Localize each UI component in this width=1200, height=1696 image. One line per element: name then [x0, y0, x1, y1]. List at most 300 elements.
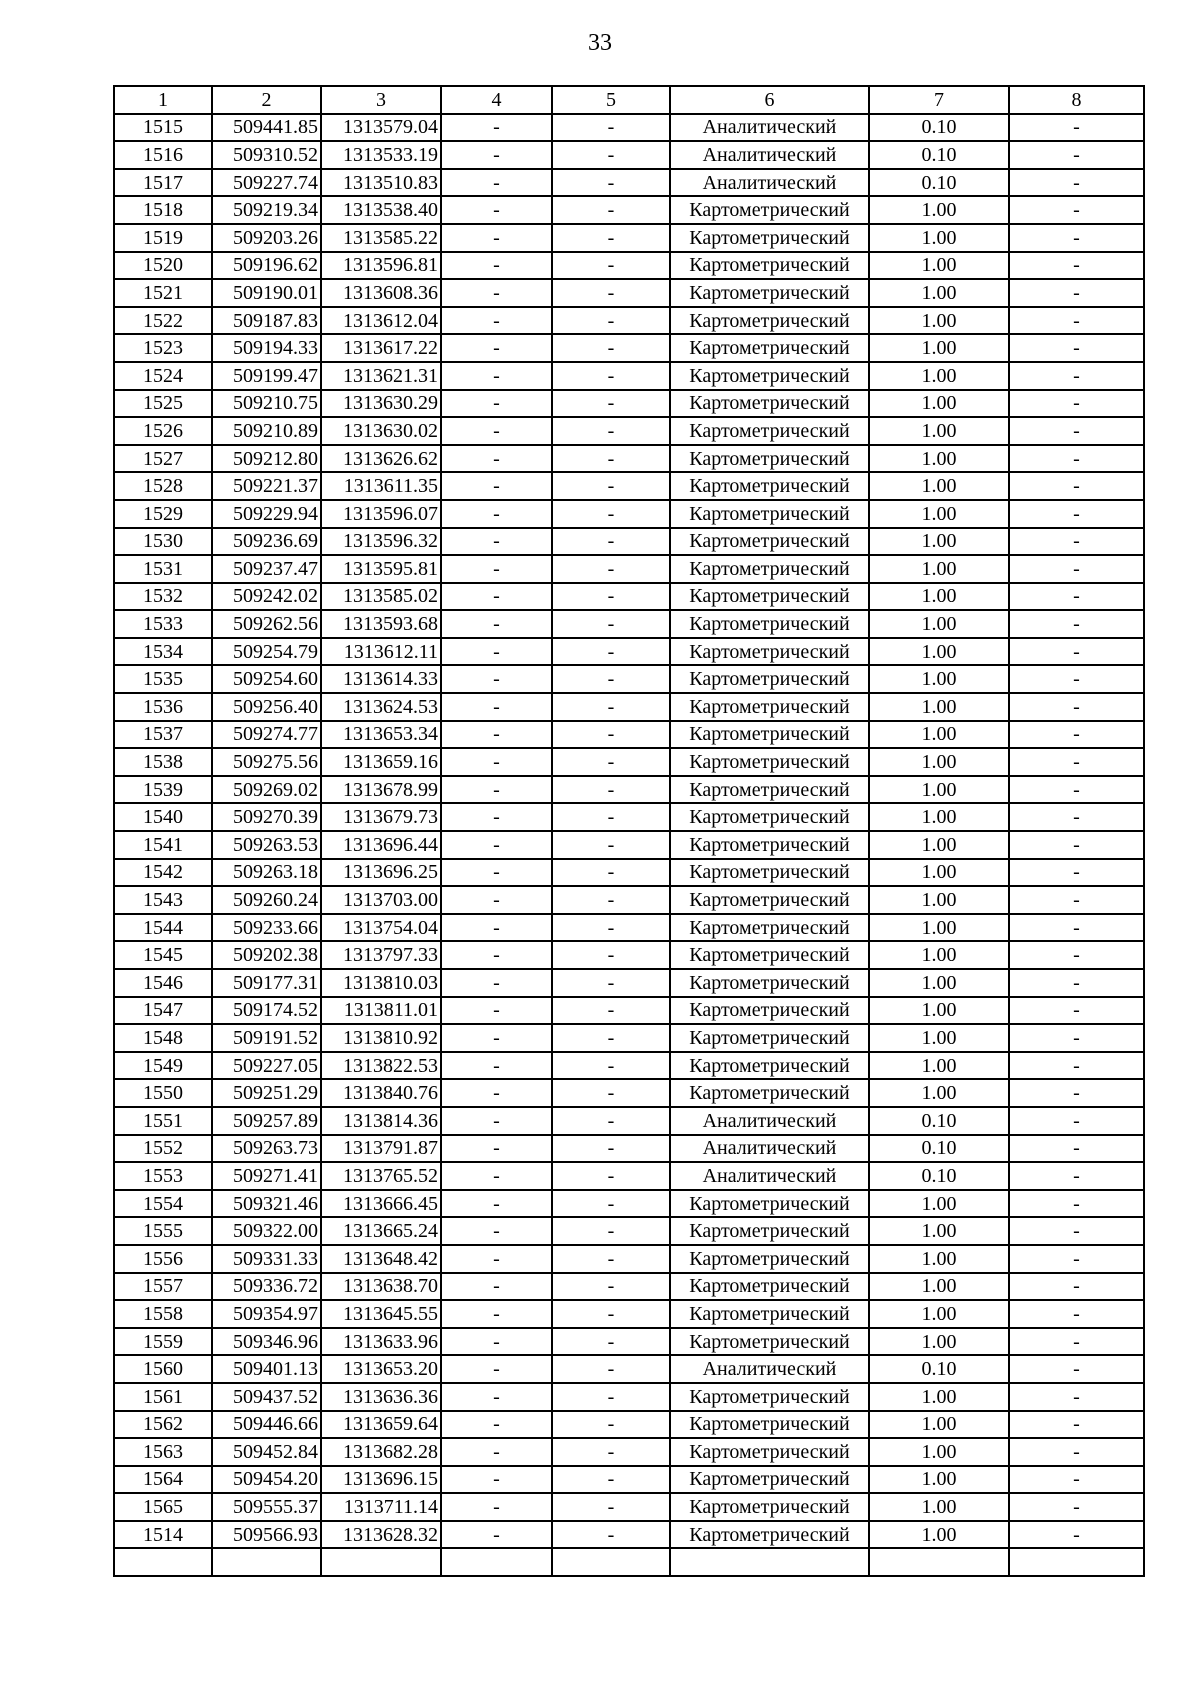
table-cell: - [441, 859, 552, 887]
table-cell: 0.10 [869, 1135, 1009, 1163]
table-cell: - [441, 693, 552, 721]
table-row [114, 941, 1144, 969]
table-cell: 1313653.20 [321, 1355, 441, 1383]
table-cell: 1535 [114, 665, 212, 693]
table-cell: - [552, 1411, 670, 1439]
table-cell: 509251.29 [212, 1079, 321, 1107]
table-cell: 509566.93 [212, 1521, 321, 1549]
table-cell: 509263.53 [212, 831, 321, 859]
table-cell: Картометрический [670, 748, 869, 776]
table-cell: 1546 [114, 969, 212, 997]
table-cell: Картометрический [670, 1383, 869, 1411]
table-cell: - [1009, 859, 1144, 887]
table-row [114, 500, 1144, 528]
table-cell: - [441, 1217, 552, 1245]
table-cell: 509221.37 [212, 472, 321, 500]
table-cell: 1313624.53 [321, 693, 441, 721]
table-row [114, 693, 1144, 721]
table-cell: 1313648.42 [321, 1245, 441, 1273]
table-cell: Картометрический [670, 1024, 869, 1052]
table-cell: Картометрический [670, 583, 869, 611]
table-cell: 1313612.11 [321, 638, 441, 666]
table-cell: - [552, 1466, 670, 1494]
table-cell: - [441, 445, 552, 473]
table-cell: Аналитический [670, 141, 869, 169]
table-cell: - [552, 969, 670, 997]
table-row [114, 1052, 1144, 1080]
coordinates-table [113, 85, 1145, 1577]
table-cell: 1538 [114, 748, 212, 776]
table-cell: 509260.24 [212, 886, 321, 914]
table-cell: 1.00 [869, 1190, 1009, 1218]
table-cell: 509263.18 [212, 859, 321, 887]
table-cell: 1.00 [869, 1328, 1009, 1356]
table-row [114, 665, 1144, 693]
column-header: 8 [1009, 86, 1144, 114]
table-cell: 1542 [114, 859, 212, 887]
table-cell: - [1009, 555, 1144, 583]
table-cell: 1519 [114, 224, 212, 252]
table-cell: - [552, 776, 670, 804]
table-cell: - [1009, 1355, 1144, 1383]
table-cell: 509354.97 [212, 1300, 321, 1328]
table-cell: - [441, 1273, 552, 1301]
table-cell: 1522 [114, 307, 212, 335]
table-cell: 509196.62 [212, 252, 321, 280]
table-cell: - [552, 1300, 670, 1328]
table-cell: 1313630.29 [321, 390, 441, 418]
table-row [114, 1328, 1144, 1356]
table-cell: 1525 [114, 390, 212, 418]
table-cell: Картометрический [670, 445, 869, 473]
table-row [114, 1355, 1144, 1383]
table-cell: - [1009, 114, 1144, 142]
table-cell: 1.00 [869, 1079, 1009, 1107]
table-cell: 1.00 [869, 196, 1009, 224]
table-cell: 1560 [114, 1355, 212, 1383]
table-cell: - [552, 1079, 670, 1107]
table-cell: 1.00 [869, 500, 1009, 528]
table-cell [114, 1548, 212, 1576]
table-cell: Картометрический [670, 362, 869, 390]
table-cell: 1528 [114, 472, 212, 500]
table-row [114, 362, 1144, 390]
table-cell: - [441, 748, 552, 776]
table-cell: - [441, 169, 552, 197]
table-cell: Картометрический [670, 997, 869, 1025]
table-cell: 509275.56 [212, 748, 321, 776]
table-cell: Картометрический [670, 334, 869, 362]
table-cell: 1523 [114, 334, 212, 362]
table-row [114, 1190, 1144, 1218]
table-cell: - [552, 224, 670, 252]
table-cell: 1313614.33 [321, 665, 441, 693]
column-header: 7 [869, 86, 1009, 114]
table-cell: Картометрический [670, 555, 869, 583]
table-cell: 1541 [114, 831, 212, 859]
table-cell: 509555.37 [212, 1493, 321, 1521]
page-number: 33 [588, 30, 612, 56]
table-cell: - [552, 390, 670, 418]
table-cell: 1526 [114, 417, 212, 445]
table-cell: - [441, 1466, 552, 1494]
table-cell: 1543 [114, 886, 212, 914]
table-cell: 1.00 [869, 610, 1009, 638]
table-cell: 1.00 [869, 859, 1009, 887]
table-row [114, 859, 1144, 887]
table-cell: 1313653.34 [321, 721, 441, 749]
table-cell: Картометрический [670, 1300, 869, 1328]
table-cell: 1313811.01 [321, 997, 441, 1025]
table-cell: - [552, 610, 670, 638]
table-row [114, 1411, 1144, 1439]
table-cell: - [1009, 1135, 1144, 1163]
table-cell: Картометрический [670, 500, 869, 528]
table-row [114, 1273, 1144, 1301]
table-cell: 1313659.16 [321, 748, 441, 776]
table-cell: - [552, 417, 670, 445]
table-cell: 1313679.73 [321, 803, 441, 831]
table-cell: - [441, 252, 552, 280]
table-cell: - [441, 1521, 552, 1549]
table-cell: 1.00 [869, 969, 1009, 997]
table-cell: 1.00 [869, 1024, 1009, 1052]
table-row [114, 748, 1144, 776]
table-cell: Картометрический [670, 1079, 869, 1107]
table-cell: - [441, 1383, 552, 1411]
table-cell: - [552, 555, 670, 583]
table-row [114, 1079, 1144, 1107]
table-cell: - [552, 693, 670, 721]
table-cell: - [441, 610, 552, 638]
table-cell: - [1009, 1079, 1144, 1107]
table-row [114, 334, 1144, 362]
table-cell: - [441, 638, 552, 666]
table-cell: 1521 [114, 279, 212, 307]
table-cell: Картометрический [670, 224, 869, 252]
table-cell: 1520 [114, 252, 212, 280]
table-cell: - [1009, 610, 1144, 638]
table-cell [1009, 1548, 1144, 1576]
table-cell: 509210.75 [212, 390, 321, 418]
table-cell: - [441, 1190, 552, 1218]
table-cell [321, 1548, 441, 1576]
table-cell: - [1009, 472, 1144, 500]
table-cell: 1313595.81 [321, 555, 441, 583]
table-cell: - [1009, 1411, 1144, 1439]
table-cell: 1529 [114, 500, 212, 528]
table-row [114, 141, 1144, 169]
table-cell: 1313626.62 [321, 445, 441, 473]
table-cell: 1559 [114, 1328, 212, 1356]
table-cell: - [441, 472, 552, 500]
table-cell: 1313765.52 [321, 1162, 441, 1190]
table-cell: 509321.46 [212, 1190, 321, 1218]
table-cell: 1554 [114, 1190, 212, 1218]
table-row [114, 721, 1144, 749]
table-cell: 1313608.36 [321, 279, 441, 307]
column-header: 2 [212, 86, 321, 114]
table-cell: 1532 [114, 583, 212, 611]
table-cell: 1313630.02 [321, 417, 441, 445]
table-cell: 1.00 [869, 445, 1009, 473]
table-cell: 1313638.70 [321, 1273, 441, 1301]
table-cell: 1518 [114, 196, 212, 224]
table-cell: 1537 [114, 721, 212, 749]
table-cell: - [552, 1135, 670, 1163]
table-cell: Картометрический [670, 1190, 869, 1218]
table-cell: 1313703.00 [321, 886, 441, 914]
table-cell: Аналитический [670, 1355, 869, 1383]
table-cell: 509310.52 [212, 141, 321, 169]
table-cell: - [552, 748, 670, 776]
table-cell: 1527 [114, 445, 212, 473]
table-cell: - [1009, 997, 1144, 1025]
table-cell: - [552, 1024, 670, 1052]
table-cell [552, 1548, 670, 1576]
table-cell: 1.00 [869, 1052, 1009, 1080]
table-cell: Аналитический [670, 1162, 869, 1190]
table-row [114, 1438, 1144, 1466]
table-cell: Картометрический [670, 472, 869, 500]
table-row [114, 1217, 1144, 1245]
table-row [114, 472, 1144, 500]
table-cell: 509219.34 [212, 196, 321, 224]
table-cell: 1514 [114, 1521, 212, 1549]
table-row [114, 390, 1144, 418]
table-cell: - [1009, 445, 1144, 473]
table-cell: 509190.01 [212, 279, 321, 307]
table-cell: - [1009, 914, 1144, 942]
table-cell: 1.00 [869, 1493, 1009, 1521]
table-cell: Картометрический [670, 1493, 869, 1521]
table-cell: Картометрический [670, 859, 869, 887]
table-row [114, 969, 1144, 997]
table-cell: - [1009, 748, 1144, 776]
table-cell: 1313645.55 [321, 1300, 441, 1328]
table-cell: 509199.47 [212, 362, 321, 390]
table-cell: 509401.13 [212, 1355, 321, 1383]
table-cell: - [552, 997, 670, 1025]
table-row [114, 1521, 1144, 1549]
table-cell: - [1009, 721, 1144, 749]
table-cell: - [552, 583, 670, 611]
table-cell: - [552, 1273, 670, 1301]
table-cell: 509270.39 [212, 803, 321, 831]
table-cell: - [441, 1493, 552, 1521]
table-cell: Аналитический [670, 114, 869, 142]
table-cell: - [441, 279, 552, 307]
table-cell [441, 1548, 552, 1576]
table-cell: 1.00 [869, 997, 1009, 1025]
table-cell: 509454.20 [212, 1466, 321, 1494]
table-cell: - [1009, 307, 1144, 335]
table-cell: - [1009, 886, 1144, 914]
table-header-row [114, 86, 1144, 114]
table-cell: 509227.74 [212, 169, 321, 197]
table-cell: 1.00 [869, 417, 1009, 445]
table-row [114, 831, 1144, 859]
table-cell: - [441, 196, 552, 224]
table-cell: Картометрический [670, 417, 869, 445]
table-cell: 509263.73 [212, 1135, 321, 1163]
table-cell: - [1009, 1466, 1144, 1494]
table-row [114, 997, 1144, 1025]
table-cell: - [441, 583, 552, 611]
table-cell: - [552, 886, 670, 914]
table-cell: - [552, 1245, 670, 1273]
table-cell: 1533 [114, 610, 212, 638]
table-cell: Картометрический [670, 721, 869, 749]
table-cell: 509271.41 [212, 1162, 321, 1190]
table-cell: 1531 [114, 555, 212, 583]
table-cell: 1313585.02 [321, 583, 441, 611]
table-cell: 1.00 [869, 1383, 1009, 1411]
table-cell: - [441, 114, 552, 142]
table-cell: - [1009, 252, 1144, 280]
table-cell: 509174.52 [212, 997, 321, 1025]
table-cell: 1558 [114, 1300, 212, 1328]
table-cell: - [552, 1521, 670, 1549]
table-cell: - [552, 445, 670, 473]
table-cell: - [1009, 1383, 1144, 1411]
table-cell: 1313617.22 [321, 334, 441, 362]
table-cell: 509210.89 [212, 417, 321, 445]
table-cell: Картометрический [670, 1052, 869, 1080]
table-cell: 1524 [114, 362, 212, 390]
table-cell: 1544 [114, 914, 212, 942]
table-cell: - [441, 886, 552, 914]
table-cell: 0.10 [869, 114, 1009, 142]
table-cell: - [441, 1328, 552, 1356]
table-cell: - [1009, 1300, 1144, 1328]
table-row [114, 417, 1144, 445]
table-cell: Картометрический [670, 528, 869, 556]
table-cell: 1.00 [869, 1217, 1009, 1245]
table-cell: - [1009, 665, 1144, 693]
table-cell: Картометрический [670, 693, 869, 721]
table-cell: 1562 [114, 1411, 212, 1439]
table-cell: - [552, 252, 670, 280]
table-cell: Картометрический [670, 914, 869, 942]
table-row [114, 583, 1144, 611]
table-cell: 1313596.32 [321, 528, 441, 556]
table-cell: 0.10 [869, 169, 1009, 197]
table-cell: 1553 [114, 1162, 212, 1190]
table-row [114, 1245, 1144, 1273]
table-row [114, 610, 1144, 638]
table-cell: Аналитический [670, 169, 869, 197]
table-cell: - [1009, 1217, 1144, 1245]
table-cell: 1313810.03 [321, 969, 441, 997]
table-cell: - [552, 1217, 670, 1245]
table-cell: - [1009, 500, 1144, 528]
table-cell: 1.00 [869, 307, 1009, 335]
table-cell: - [1009, 417, 1144, 445]
table-cell: - [552, 279, 670, 307]
table-cell: 1.00 [869, 1245, 1009, 1273]
table-cell: - [1009, 1107, 1144, 1135]
table-cell: - [1009, 1273, 1144, 1301]
table-cell: 1540 [114, 803, 212, 831]
table-cell: - [441, 1162, 552, 1190]
table-cell: - [552, 472, 670, 500]
table-cell: - [552, 1190, 670, 1218]
table-row [114, 1024, 1144, 1052]
table-row [114, 528, 1144, 556]
table-cell: 1313659.64 [321, 1411, 441, 1439]
table-cell: Картометрический [670, 390, 869, 418]
table-cell: 509322.00 [212, 1217, 321, 1245]
table-cell: Картометрический [670, 969, 869, 997]
table-cell: Картометрический [670, 831, 869, 859]
table-cell: 509262.56 [212, 610, 321, 638]
table-cell: - [552, 141, 670, 169]
table-cell: - [1009, 1493, 1144, 1521]
table-cell: 509187.83 [212, 307, 321, 335]
table-cell: - [441, 334, 552, 362]
table-row [114, 776, 1144, 804]
table-cell: 1552 [114, 1135, 212, 1163]
table-row [114, 638, 1144, 666]
table-cell: - [441, 1300, 552, 1328]
table-cell: 1313682.28 [321, 1438, 441, 1466]
table-cell: - [1009, 969, 1144, 997]
column-header: 3 [321, 86, 441, 114]
table-cell: 1313533.19 [321, 141, 441, 169]
table-cell: 0.10 [869, 141, 1009, 169]
table-cell: 1556 [114, 1245, 212, 1273]
table-cell: - [1009, 1162, 1144, 1190]
table-row [114, 224, 1144, 252]
table-cell: - [552, 1162, 670, 1190]
table-cell: - [441, 1245, 552, 1273]
table-cell: - [441, 1135, 552, 1163]
table-cell: - [552, 1052, 670, 1080]
table-cell: 1313810.92 [321, 1024, 441, 1052]
table-cell: - [552, 1383, 670, 1411]
table-cell: 509203.26 [212, 224, 321, 252]
table-row [114, 1383, 1144, 1411]
table-cell: Картометрический [670, 941, 869, 969]
table-cell: 1.00 [869, 1466, 1009, 1494]
table-cell: 1.00 [869, 390, 1009, 418]
table-cell: - [441, 1355, 552, 1383]
table-cell: 1.00 [869, 334, 1009, 362]
table-cell: Картометрический [670, 252, 869, 280]
table-cell: 509202.38 [212, 941, 321, 969]
table-cell: Картометрический [670, 886, 869, 914]
table-cell: Картометрический [670, 1245, 869, 1273]
table-cell: - [1009, 1245, 1144, 1273]
table-row [114, 803, 1144, 831]
table-cell: 509452.84 [212, 1438, 321, 1466]
table-cell: - [441, 141, 552, 169]
table-cell: 1.00 [869, 831, 1009, 859]
table-cell: - [441, 1024, 552, 1052]
table-cell: 1.00 [869, 1273, 1009, 1301]
table-cell: - [552, 362, 670, 390]
table-cell: - [552, 665, 670, 693]
table-cell: 509254.60 [212, 665, 321, 693]
table-cell: 1.00 [869, 693, 1009, 721]
table-row [114, 1135, 1144, 1163]
table-cell: 1313666.45 [321, 1190, 441, 1218]
table-cell: 1.00 [869, 721, 1009, 749]
table-cell: - [552, 1355, 670, 1383]
table-cell: - [552, 803, 670, 831]
table-cell: 1.00 [869, 279, 1009, 307]
